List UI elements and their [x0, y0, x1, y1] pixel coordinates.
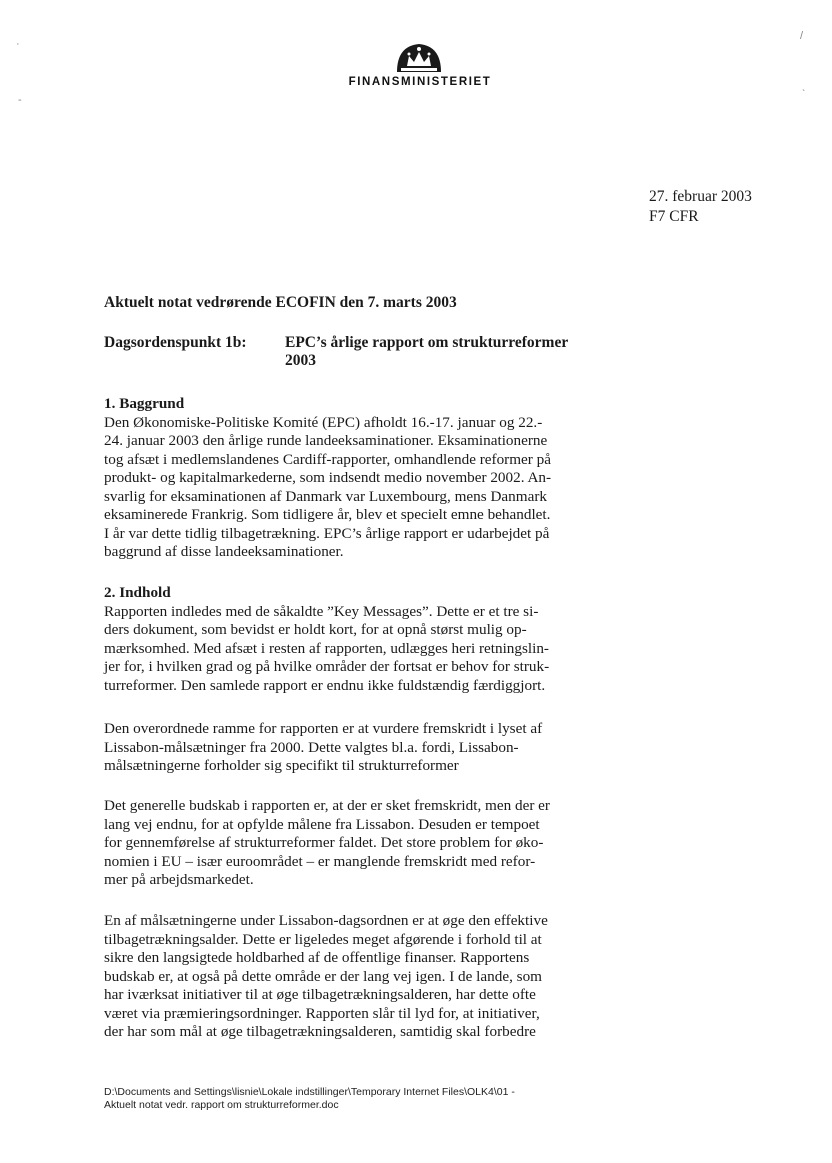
text-line: turreformer. Den samlede rapport er endnu ikke fuldstændig færdiggjort.	[104, 676, 546, 694]
text-line: 24. januar 2003 den årlige runde landeeksaminationer. Eksaminationerne	[104, 432, 548, 449]
text-line: nomien i EU – især euroområdet – er manglende fremskridt med refor-	[104, 852, 536, 870]
agenda-value-line: 2003	[285, 352, 316, 369]
text-line: mærksomhed. Med afsæt i resten af rapporten, udlægges heri retningslin-	[104, 639, 549, 657]
text-line: Den Økonomiske-Politiske Komité (EPC) afholdt 16.-17. januar og 22.-	[104, 413, 543, 431]
text-line: jer for, i hvilken grad og på hvilke områder der fortsat er behov for struk-	[104, 658, 550, 675]
ministry-crown-logo	[393, 40, 445, 74]
text-line: der har som mål at øge tilbagetrækningsalderen, samtidig skal forbedre	[104, 1023, 536, 1040]
scan-speck: ·	[16, 38, 20, 50]
text-line: Den overordnede ramme for rapporten er at vurdere fremskridt i lyset af	[104, 720, 543, 737]
text-line: tilbagetrækningsalder. Dette er ligeledes meget afgørende i forhold til at	[104, 930, 542, 948]
document-reference: F7 CFR	[649, 208, 699, 225]
scan-speck: ˎ	[802, 80, 806, 92]
text-line: I år var dette tidlig tilbagetrækning. EPC’s årlige rapport er udarbejdet på	[104, 524, 550, 542]
text-line: mer på arbejdsmarkedet.	[104, 871, 254, 888]
text-line: En af målsætningerne under Lissabon-dagsordnen er at øge den effektive	[104, 912, 548, 929]
text-line: har iværksat initiativer til at øge tilbagetrækningsalderen, har dette ofte	[104, 986, 536, 1003]
text-line: Rapporten indledes med de såkaldte ”Key Messages”. Dette er et tre si-	[104, 602, 539, 620]
text-line: ders dokument, som bevidst er holdt kort, for at opnå størst mulig op-	[104, 621, 527, 638]
section-background	[104, 395, 624, 562]
document-meta	[649, 187, 752, 227]
ministry-name: FINANSMINISTERIET	[348, 76, 492, 88]
text-line: for gennemførelse af strukturreformer faldet. Det store problem for øko-	[104, 834, 544, 851]
scan-speck: -	[18, 94, 22, 106]
paragraph-retirement-age	[104, 912, 624, 1042]
text-line: svarlig for eksaminationen af Danmark var Luxembourg, mens Danmark	[104, 487, 547, 505]
text-line: baggrund af disse landeeksaminationer.	[104, 543, 344, 560]
section-content	[104, 584, 624, 695]
agenda-label: Dagsordenspunkt 1b:	[104, 334, 247, 351]
text-line: produkt- og kapitalmarkederne, som indsendt medio november 2002. An-	[104, 469, 552, 486]
text-line: været via præmieringsordninger. Rapporten slår til lyd for, at initiativer,	[104, 1004, 540, 1022]
footer-line: Aktuelt notat vedr. rapport om strukturreformer.doc	[104, 1099, 339, 1111]
document-title: Aktuelt notat vedrørende ECOFIN den 7. marts 2003	[104, 294, 457, 311]
section-heading: 2. Indhold	[104, 584, 171, 601]
scan-speck: /	[800, 30, 804, 42]
text-line: eksaminerede Frankrig. Som tidligere år, blev et specielt emne behandlet.	[104, 506, 551, 523]
paragraph-general-message	[104, 797, 624, 890]
text-line: sikre den langsigtede holdbarhed af de offentlige finanser. Rapportens	[104, 949, 530, 966]
file-path-footer	[104, 1086, 664, 1112]
paragraph-framework	[104, 720, 624, 776]
text-line: Lissabon-målsætninger fra 2000. Dette valgtes bl.a. fordi, Lissabon-	[104, 738, 519, 756]
text-line: lang vej endnu, for at opfylde målene fra Lissabon. Desuden er tempoet	[104, 815, 540, 833]
text-line: tog afsæt i medlemslandenes Cardiff-rapporter, omhandlende reformer på	[104, 450, 551, 468]
agenda-value	[285, 334, 625, 370]
footer-line: D:\Documents and Settings\lisnie\Lokale indstillinger\Temporary Internet Files\OLK4\01 -	[104, 1086, 515, 1098]
text-line: budskab er, at også på dette område er der lang vej igen. I de lande, som	[104, 967, 542, 985]
agenda-value-line: EPC’s årlige rapport om strukturreformer	[285, 334, 569, 351]
text-line: Det generelle budskab i rapporten er, at der er sket fremskridt, men der er	[104, 797, 550, 814]
text-line: målsætningerne forholder sig specifikt til strukturreformer	[104, 757, 459, 774]
section-heading: 1. Baggrund	[104, 395, 185, 412]
document-date: 27. februar 2003	[649, 188, 752, 205]
